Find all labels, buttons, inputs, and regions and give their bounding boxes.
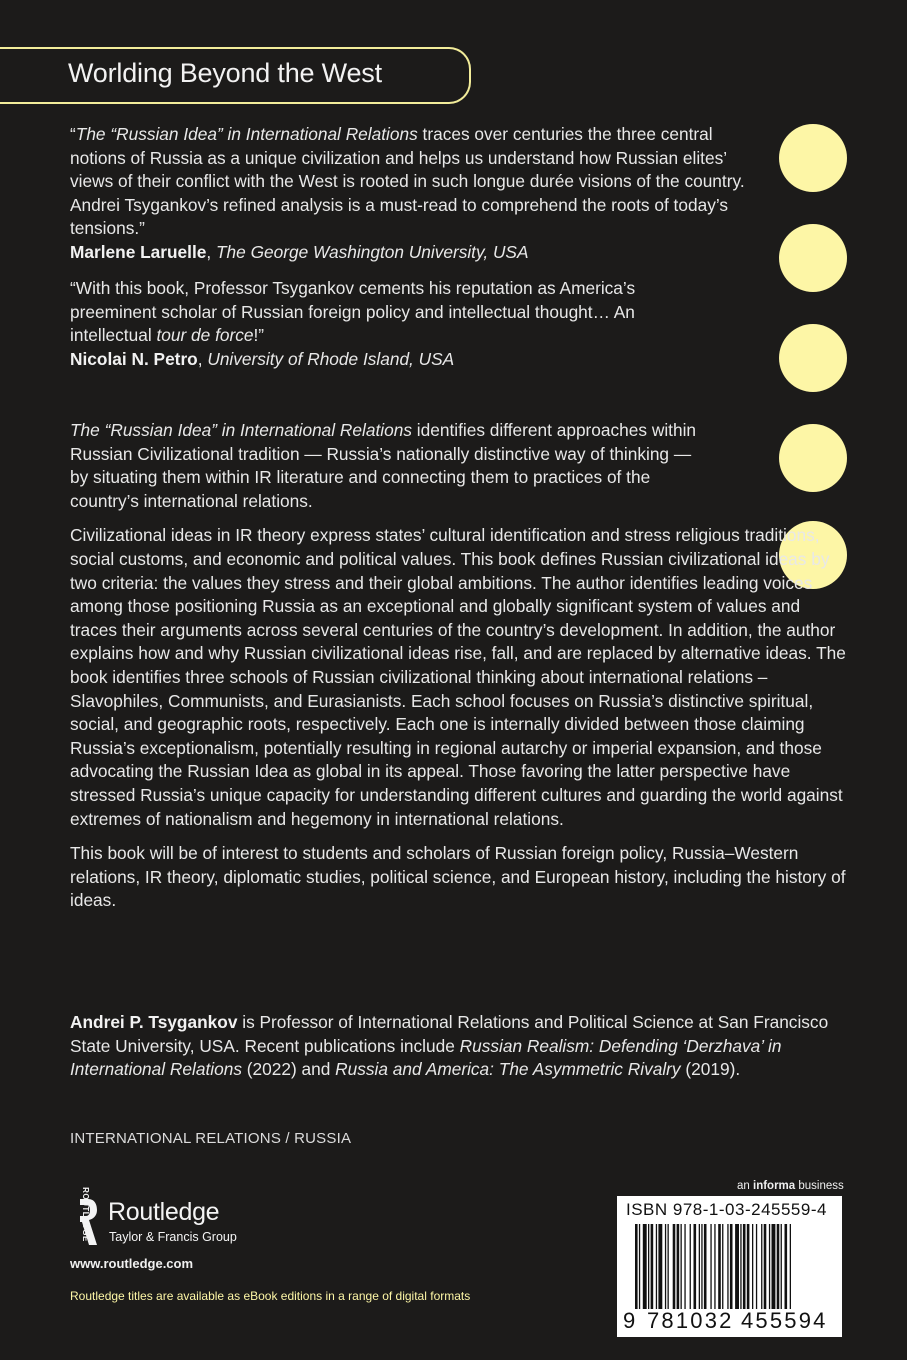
description-paragraph: Civilizational ideas in IR theory express states’ cultural identification and stress religious traditions, social customs, and economic and political values. This book defines Russian civilizational ideas by two criteria: the values they stress and their global ambitions. The author identifies leading voices among those positioning Russia as an exceptional and globally significant system of values and traces their arguments across several centuries of the country’s development. In addition, the author explains how and why Russian civilizational ideas rise, fall, and are replaced by alternative ideas. The book identifies three schools of Russian civilizational thinking about international relations – Slavophiles, Communists, and Eurasianists. Each school focuses on Russia’s distinctive spiritual, social, and geographic roots, respectively. Each one is internally divided between those claiming Russia’s exceptionalism, potentially resulting in regional autarchy or imperial expansion, and those advocating the Russian Idea as global in its appeal. Those favoring the latter perspective have stressed Russia’s unique capacity for understanding different cultures and guarding the world against extremes of nationalism and hegemony in international relations. — [70, 525, 846, 829]
routledge-logo — [68, 1187, 308, 1249]
barcode-bar — [761, 1224, 762, 1309]
barcode-bar — [714, 1224, 715, 1309]
barcode-bar — [785, 1224, 788, 1309]
endorsement-text: “With this book, Professor Tsygankov cements his reputation as America’s preeminent scholar of Russian foreign policy and intellectual thought… An intellectual tour de force!” — [70, 278, 636, 346]
endorsement-text: “The “Russian Idea” in International Relations traces over centuries the three central notions of Russia as a unique civilization and helps us understand how Russian elites’ views of their conflict with the West is rooted in such longue durée visions of the country. Andrei Tsygankov’s refined analysis is a must-read to comprehend the roots of today’s tensions.” — [70, 124, 745, 239]
barcode-bar — [781, 1224, 782, 1309]
barcode-bar — [635, 1224, 638, 1309]
barcode-bar — [710, 1224, 711, 1309]
barcode-bar — [730, 1224, 733, 1309]
book-description — [70, 419, 850, 913]
publisher-name: Routledge — [108, 1198, 220, 1226]
barcode-bar — [658, 1224, 662, 1309]
barcode-bar — [772, 1224, 776, 1309]
author-bio: Andrei P. Tsygankov is Professor of International Relations and Political Science at San Francisco State University, USA. Recent publications include Russian Realism: Defending ‘Derzhava’ in International Relations (2022) and Russia and America: The Asymmetric Rivalry (2019). — [70, 1012, 829, 1080]
barcode-bar — [747, 1224, 750, 1309]
informa-tagline: an informa business — [737, 1180, 844, 1192]
publisher-url[interactable]: www.routledge.com — [70, 1256, 194, 1271]
barcode-panel: ISBN 978-1-03-245559-4 9 781032 455594 — [617, 1196, 842, 1337]
barcode-bar — [639, 1224, 640, 1309]
description-paragraph: The “Russian Idea” in International Relations identifies different approaches within Russian Civilizational tradition — Russia’s nationally distinctive way of thinking — by situating them within IR literature and connecting them to practices of the country’s international relations. — [70, 420, 697, 511]
author-name: Andrei P. Tsygankov — [70, 1012, 238, 1032]
publisher-group: Taylor & Francis Group — [109, 1230, 237, 1244]
barcode-bar — [668, 1224, 669, 1309]
barcode-bar — [769, 1224, 770, 1309]
description-paragraph: This book will be of interest to students and scholars of Russian foreign policy, Russia–Western relations, IR theory, diplomatic studies, political science, and European history, including the history of ideas. — [70, 843, 846, 911]
isbn-text: ISBN 978-1-03-245559-4 — [626, 1200, 827, 1219]
barcode-bar — [752, 1224, 753, 1309]
barcode-bar — [727, 1224, 728, 1309]
endorsement-laruelle — [70, 123, 760, 265]
decorative-dot — [779, 324, 847, 392]
barcode-bar — [704, 1224, 707, 1309]
barcode-bar — [699, 1224, 700, 1309]
barcode-bar — [694, 1224, 697, 1309]
barcode-bar — [735, 1224, 739, 1309]
barcode-bar — [681, 1224, 682, 1309]
barcode-bar — [756, 1224, 757, 1309]
barcode-bar — [690, 1224, 691, 1309]
barcode-bar — [651, 1224, 654, 1309]
ebook-note: Routledge titles are available as eBook editions in a range of digital formats — [70, 1289, 471, 1303]
barcode-bar — [764, 1224, 767, 1309]
barcode-bar — [718, 1224, 721, 1309]
barcode-bar — [777, 1224, 780, 1309]
barcode-bar — [790, 1224, 791, 1309]
barcode-bar — [701, 1224, 702, 1309]
barcode-bar — [673, 1224, 676, 1309]
barcode-bar — [648, 1224, 649, 1309]
barcode-bar — [722, 1224, 723, 1309]
decorative-dot — [779, 124, 847, 192]
decorative-dot — [779, 224, 847, 292]
barcode-bar — [656, 1224, 657, 1309]
subject-category: INTERNATIONAL RELATIONS / RUSSIA — [70, 1130, 352, 1147]
barcode-bar — [684, 1224, 685, 1309]
endorsement-petro — [70, 277, 690, 371]
barcode-bar — [740, 1224, 741, 1309]
barcode-bar — [677, 1224, 680, 1309]
routledge-vertical-text: ROUTLEDGE — [80, 1187, 90, 1242]
series-title: Worlding Beyond the West — [68, 58, 382, 88]
barcode-bar — [643, 1224, 647, 1309]
barcode-icon — [635, 1224, 833, 1309]
endorsement-attribution: Nicolai N. Petro, University of Rhode Island, USA — [70, 348, 455, 369]
barcode-bar — [665, 1224, 666, 1309]
endorsement-attribution: Marlene Laruelle, The George Washington University, USA — [70, 241, 529, 262]
barcode-bar — [743, 1224, 746, 1309]
